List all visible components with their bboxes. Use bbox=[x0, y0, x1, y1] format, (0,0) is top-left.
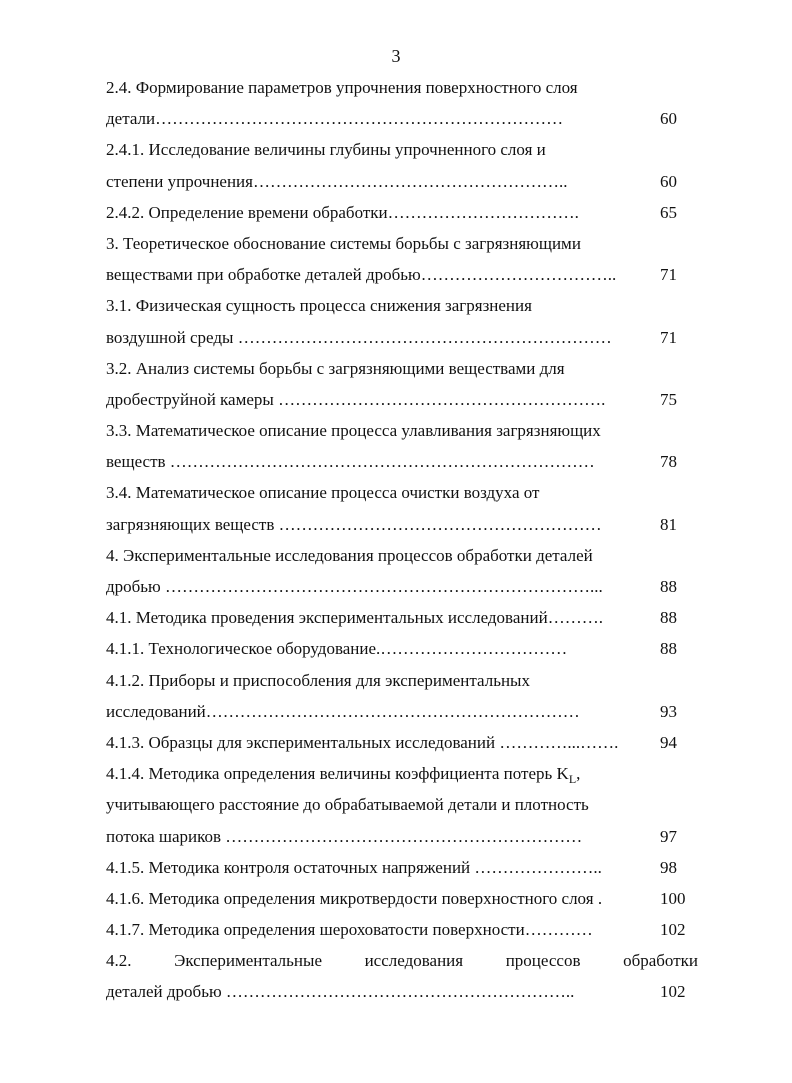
toc-leader: ………………………………………………………… bbox=[205, 701, 580, 721]
toc-page: 81 bbox=[660, 514, 677, 534]
toc-line bbox=[106, 696, 698, 727]
toc-line bbox=[106, 322, 698, 353]
toc-text: веществами при обработке деталей дробью bbox=[106, 265, 421, 285]
toc-line: 3.1. Физическая сущность процесса снижения загрязнения bbox=[106, 296, 532, 316]
toc-line: учитывающего расстояние до обрабатываемой детали и плотность bbox=[106, 795, 589, 815]
toc-leader: . bbox=[597, 888, 603, 908]
toc-leader: …………………………… bbox=[380, 639, 568, 659]
toc-line bbox=[106, 446, 698, 477]
toc-text: 4.1.1. Технологическое оборудование. bbox=[106, 639, 381, 659]
toc-leader: …………………………………………………….. bbox=[225, 982, 575, 1002]
toc-leader: ……………………………. bbox=[387, 202, 579, 222]
toc-leader: …………...……. bbox=[499, 732, 619, 752]
toc-text: деталей дробью bbox=[106, 982, 226, 1002]
toc-line bbox=[106, 821, 698, 852]
toc-leader: ………… bbox=[524, 920, 593, 940]
toc-page: 71 bbox=[660, 327, 677, 347]
toc-entry bbox=[106, 228, 698, 290]
toc-leader: …………………………………………………………………... bbox=[165, 577, 603, 596]
toc-leader: …………………………….. bbox=[420, 265, 617, 285]
toc-text: исследований bbox=[106, 701, 206, 721]
toc-entry bbox=[106, 134, 698, 196]
toc-entry bbox=[106, 540, 698, 602]
subscript-l: L bbox=[568, 772, 577, 787]
toc-text: дробеструйной камеры bbox=[106, 389, 279, 409]
toc-line bbox=[106, 602, 698, 633]
toc-text: воздушной среды bbox=[106, 327, 238, 347]
toc-entry bbox=[106, 758, 698, 852]
toc-entry bbox=[106, 883, 698, 914]
toc-line bbox=[106, 509, 698, 540]
toc-text: детали bbox=[106, 109, 156, 129]
toc-page: 102 bbox=[660, 920, 686, 940]
toc-page: 97 bbox=[660, 826, 677, 846]
toc-text: 4.1.6. Методика определения микротвердости поверхностного слоя bbox=[106, 888, 598, 908]
toc-line: 3.4. Математическое описание процесса очистки воздуха от bbox=[106, 483, 540, 503]
toc-text: потока шариков bbox=[106, 826, 226, 846]
toc-entry bbox=[106, 852, 698, 883]
toc-entry bbox=[106, 197, 698, 228]
toc-page: 65 bbox=[660, 202, 677, 222]
toc-page: 78 bbox=[660, 452, 677, 472]
toc-line bbox=[106, 633, 698, 664]
toc-entry bbox=[106, 353, 698, 415]
toc-line bbox=[106, 914, 698, 945]
toc-line bbox=[106, 727, 698, 758]
toc-entry bbox=[106, 602, 698, 633]
toc-line bbox=[106, 758, 698, 789]
toc-line: 4.2. Экспериментальные исследования процессов обработки bbox=[106, 951, 698, 971]
page-number: 3 bbox=[391, 46, 401, 66]
toc-page: 93 bbox=[660, 701, 677, 721]
toc-text: веществ bbox=[106, 452, 170, 472]
toc-line: 3.3. Математическое описание процесса улавливания загрязняющих bbox=[106, 421, 601, 441]
toc-text: 2.4.2. Определение времени обработки bbox=[106, 202, 388, 222]
toc-entry bbox=[106, 665, 698, 727]
toc-page: 94 bbox=[660, 732, 677, 752]
toc-entry bbox=[106, 415, 698, 477]
toc-entry bbox=[106, 914, 698, 945]
toc-leader: ……………………………………………….. bbox=[252, 171, 568, 191]
toc-line bbox=[106, 197, 698, 228]
toc-page: 102 bbox=[660, 982, 686, 1002]
toc-line: 3. Теоретическое обоснование системы борьбы с загрязняющими bbox=[106, 233, 581, 253]
toc-text: 4.1.3. Образцы для экспериментальных исследований bbox=[106, 732, 500, 752]
toc-text: 4.1.7. Методика определения шероховатости поверхности bbox=[106, 920, 525, 940]
toc-page: 88 bbox=[660, 608, 677, 628]
toc-line: 4. Экспериментальные исследования процессов обработки деталей bbox=[106, 545, 593, 565]
toc-leader: ……………………………………………………………… bbox=[155, 109, 564, 129]
toc-page: 60 bbox=[660, 109, 677, 129]
toc-line: 2.4. Формирование параметров упрочнения поверхностного слоя bbox=[106, 78, 578, 97]
toc-text: 4.1. Методика проведения экспериментальных исследований bbox=[106, 608, 548, 628]
toc-page: 88 bbox=[660, 639, 677, 659]
toc-page: 60 bbox=[660, 171, 677, 191]
toc-entry bbox=[106, 945, 698, 1007]
toc-line bbox=[106, 571, 698, 602]
toc-page: 75 bbox=[660, 389, 677, 409]
toc-page: 88 bbox=[660, 577, 677, 596]
toc-leader: ………………………………………………………… bbox=[237, 327, 612, 347]
toc-text: загрязняющих веществ bbox=[106, 514, 279, 534]
toc-leader: ………………………………………………………………… bbox=[169, 452, 595, 472]
toc-line bbox=[106, 103, 698, 134]
toc-leader: ……………………………………………………… bbox=[225, 826, 583, 846]
toc-entry bbox=[106, 633, 698, 664]
toc-line bbox=[106, 976, 698, 1007]
toc-text: дробью bbox=[106, 577, 166, 596]
toc-leader: ………. bbox=[547, 608, 603, 628]
toc-entry bbox=[106, 477, 698, 539]
toc-line: 2.4.1. Исследование величины глубины упрочненного слоя и bbox=[106, 140, 546, 160]
toc-leader: ………………………………………………… bbox=[278, 514, 602, 534]
toc-line bbox=[106, 883, 698, 914]
toc-page: 100 bbox=[660, 888, 686, 908]
toc-line bbox=[106, 852, 698, 883]
toc-leader: ………………….. bbox=[474, 857, 602, 877]
toc-entry bbox=[106, 290, 698, 352]
table-of-contents bbox=[106, 72, 698, 1008]
toc-line bbox=[106, 384, 698, 415]
toc-line: 4.1.2. Приборы и приспособления для экспериментальных bbox=[106, 670, 530, 690]
toc-entry bbox=[106, 72, 698, 134]
toc-leader: …………………………………………………. bbox=[278, 389, 606, 409]
toc-line bbox=[106, 259, 698, 290]
toc-line: 3.2. Анализ системы борьбы с загрязняющими веществами для bbox=[106, 358, 565, 378]
toc-entry bbox=[106, 727, 698, 758]
toc-comma: , bbox=[576, 764, 581, 784]
toc-text: 4.1.4. Методика определения величины коэффициента потерь K bbox=[106, 764, 569, 784]
toc-text: 4.1.5. Методика контроля остаточных напряжений bbox=[106, 857, 475, 877]
toc-page: 71 bbox=[660, 265, 677, 285]
toc-page: 98 bbox=[660, 857, 677, 877]
toc-line bbox=[106, 166, 698, 197]
toc-text: степени упрочнения bbox=[106, 171, 253, 191]
